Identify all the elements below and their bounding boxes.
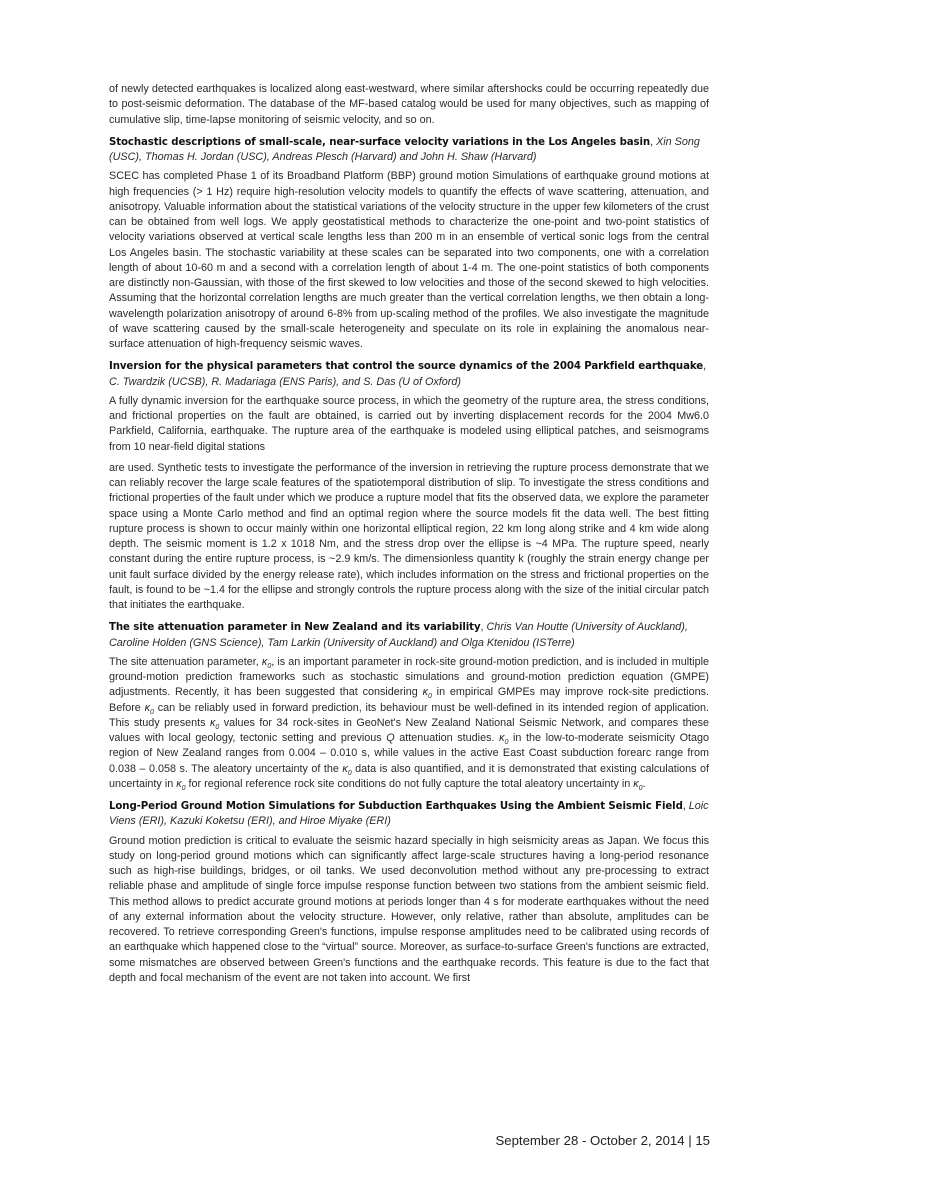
abstract-4-title: Long-Period Ground Motion Simulations for Subduction Earthquakes Using the Ambient Seismic Field <box>109 801 683 812</box>
abstract-2-title: Inversion for the physical parameters that control the source dynamics of the 2004 Parkfield earthquake <box>109 361 704 373</box>
q-symbol: Q <box>386 732 395 744</box>
abstract-3-text-9: for regional reference rock site conditions do not fully capture the total aleatory uncertainty in <box>185 777 634 790</box>
abstract-3-text-3: in empirical GMPEs may improve rock-site predictions. Before <box>109 686 709 714</box>
abstract-4-header: Long-Period Ground Motion Simulations for Subduction Earthquakes Using the Ambient Seismic Field, Loic Viens (ERI), Kazuki Koketsu (ERI), and Hiroe Miyake (ERI) <box>109 800 709 828</box>
kappa-symbol: $\kappa_0$ <box>342 762 352 777</box>
abstract-2-body-part-1: A fully dynamic inversion for the earthquake source process, in which the geometry of the rupture area, the stress conditions, and frictional properties on the fault are obtained, is carried out by inverting displacement records for the 2004 Mw6.0 Parkfield, California, earthquake. The rupture area of the earthquake is modeled using elliptical patches, and seismograms from 10 near-field digital stations <box>109 394 709 453</box>
abstract-1-header: Stochastic descriptions of small-scale, near-surface velocity variations in the Los Angeles basin, Xin Song (USC), Thomas H. Jordan (USC), Andreas Plesch (Harvard) and John H. Shaw (Harvard) <box>109 135 700 163</box>
kappa-symbol: $\kappa_0$ <box>422 686 432 701</box>
abstract-3-text-1: The site attenuation parameter, <box>109 655 262 668</box>
page-footer: September 28 - October 2, 2014 | 15 <box>495 1133 710 1148</box>
abstract-3-text-8: data is also quantified, and it is demonstrated that existing calculations of uncertainty in <box>109 762 709 790</box>
abstract-3-authors: Chris Van Houtte (University of Auckland), Caroline Holden (GNS Science), Tam Larkin (University of Auckland) and Olga Ktenidou (ISTerre) <box>109 621 688 649</box>
abstract-3 <box>109 620 709 792</box>
abstract-1-title: Stochastic descriptions of small-scale, near-surface velocity variations in the Los Angeles basin <box>109 136 651 148</box>
abstract-1 <box>109 135 709 353</box>
abstract-3-text-6: attenuation studies. <box>394 732 500 744</box>
abstract-3-text-10: . <box>642 777 646 790</box>
page-content <box>109 82 709 986</box>
abstract-4-authors: Loic Viens (ERI), Kazuki Koketsu (ERI), and Hiroe Miyake (ERI) <box>109 800 709 828</box>
abstract-1-authors: Xin Song (USC), Thomas H. Jordan (USC), Andreas Plesch (Harvard) and John H. Shaw (Harvard) <box>109 135 700 163</box>
kappa-symbol: $\kappa_0$ <box>633 777 643 792</box>
abstract-2 <box>109 359 709 613</box>
abstract-4-body: Ground motion prediction is critical to evaluate the seismic hazard specially in high seismicity areas as Japan. We focus this study on long-period ground motions which can significantly affect large-scale structures having a long-period resonance such as high-rise buildings, bridges, or oil tanks. We used deconvolution method without any pre-processing to extract reliable phase and amplitude of single force impulse response function between two stations from the ambient seismic field. This method allows to predict accurate ground motions at periods longer than 4 s for moderate earthquakes without the need of any external information about the velocity structure. However, only relative, rather than absolute, amplitudes can be recovered. To retrieve corresponding Green's functions, impulse response amplitudes need to be calibrated using records of an earthquake which happened close to the “virtual” source. Moreover, as surface-to-surface Green's functions are extracted, some mismatches are observed between Green's functions and the earthquake records. This feature is due to the fact that depth and focal mechanism of the event are not taken into account. We first <box>109 834 709 984</box>
abstract-4 <box>109 799 709 986</box>
abstract-3-text-5: values for 34 rock-sites in GeoNet's New Zealand National Seismic Network, and compares these values with local geology, tectonic setting and previous <box>109 716 709 744</box>
kappa-symbol: $\kappa_0$ <box>176 777 186 792</box>
abstract-3-text-4: can be reliably used in forward prediction, its behaviour must be well-defined in its intended region of application. This study presents <box>109 701 709 729</box>
abstract-3-title: The site attenuation parameter in New Zealand and its variability <box>109 622 481 634</box>
abstract-2-authors: C. Twardzik (UCSB), R. Madariaga (ENS Paris), and S. Das (U of Oxford) <box>109 375 461 388</box>
abstract-3-body <box>109 655 709 792</box>
kappa-symbol: $\kappa_0$ <box>209 716 220 731</box>
abstract-2-header: Inversion for the physical parameters that control the source dynamics of the 2004 Parkfield earthquake, C. Twardzik (UCSB), R. Madariaga (ENS Paris), and S. Das (U of Oxford) <box>109 360 707 388</box>
abstract-3-header: The site attenuation parameter in New Zealand and its variability, Chris Van Houtte (University of Auckland), Caroline Holden (GNS Science), Tam Larkin (University of Auckland) and Olga Ktenidou (ISTerre) <box>109 621 688 649</box>
abstract-1-body: SCEC has completed Phase 1 of its Broadband Platform (BBP) ground motion Simulations of earthquake ground motions at high frequencies (> 1 Hz) require high-resolution velocity models to quantify the effects of wave scattering, attenuation, and anisotropy. Valuable information about the statistical variations of the velocity structure in the upper few kilometers of the crust can be obtained from well logs. We apply geostatistical methods to characterize the one-point and two-point statistics of velocity variations observed at vertical scale lengths less than 200 m in an ensemble of vertical sonic logs from the central Los Angeles basin. The stochastic variability at these scales can be separated into two components, one with a correlation length of about 10-60 m and a second with a correlation length of about 1-4 m. The one-point statistics of both components are distinctly non-Gaussian, with those of the first skewed to low velocities and those of the second skewed to high velocities. Assuming that the horizontal correlation lengths are much greater than the vertical correlation lengths, we then obtain a long-wavelength polarization anisotropy of around 6-8% from up-scaling method of the profiles. We also investigate the magnitude of wave scattering caused by the small-scale heterogeneity and speculate on its role in explaining the anomalous near-surface attenuation of high-frequency seismic waves. <box>109 170 709 350</box>
abstract-3-text-2: , is an important parameter in rock-site ground-motion prediction, and is included in multiple ground-motion prediction frameworks such as stochastic simulations and ground-motion prediction equation (GMPE) adjustments. Recently, it has been suggested that considering <box>109 655 709 699</box>
kappa-symbol: $\kappa_0$ <box>499 732 509 747</box>
kappa-symbol: $\kappa_0$ <box>261 655 272 670</box>
abstract-3-text-7: in the low-to-moderate seismicity Otago region of New Zealand ranges from 0.004 – 0.010 s, while values in the active East Coast subduction forearc range from 0.038 – 0.058 s. The aleatory uncertainty of the <box>109 732 710 775</box>
kappa-symbol: $\kappa_0$ <box>144 701 154 716</box>
intro-paragraph: of newly detected earthquakes is localized along east-westward, where similar aftershocks could be occurring repeatedly due to post-seismic deformation. The database of the MF-based catalog would be used for many objectives, such as mapping of cumulative slip, time-lapse monitoring of seismic velocity, and so on. <box>109 83 709 126</box>
abstract-2-body-part-2: are used. Synthetic tests to investigate the performance of the inversion in retrieving the rupture process demonstrate that we can reliably recover the large scale features of the spatiotemporal distribution of slip. To investigate the stress conditions and frictional properties of the fault under which we produce a rupture model that fits the observed data, we explore the parameter space using a Monte Carlo method and find an optimal region where the source models fit the data well. The best fitting rupture process is shown to occur mainly within one horizontal elliptical region, 22 km long along strike and 4 km wide along depth. The seismic moment is 1.2 x 1018 Nm, and the stress drop over the ellipse is ~4 MPa. The rupture speed, nearly constant during the entire rupture process, is ~2.9 km/s. The dimensionless quantity k (roughly the strain energy change per unit fault surface divided by the energy release rate), which includes information on the stress and frictional properties on the fault, is found to be ~1.4 for the ellipse and strongly controls the rupture process along with the size of the initial circular patch that initiates the earthquake. <box>109 461 709 611</box>
